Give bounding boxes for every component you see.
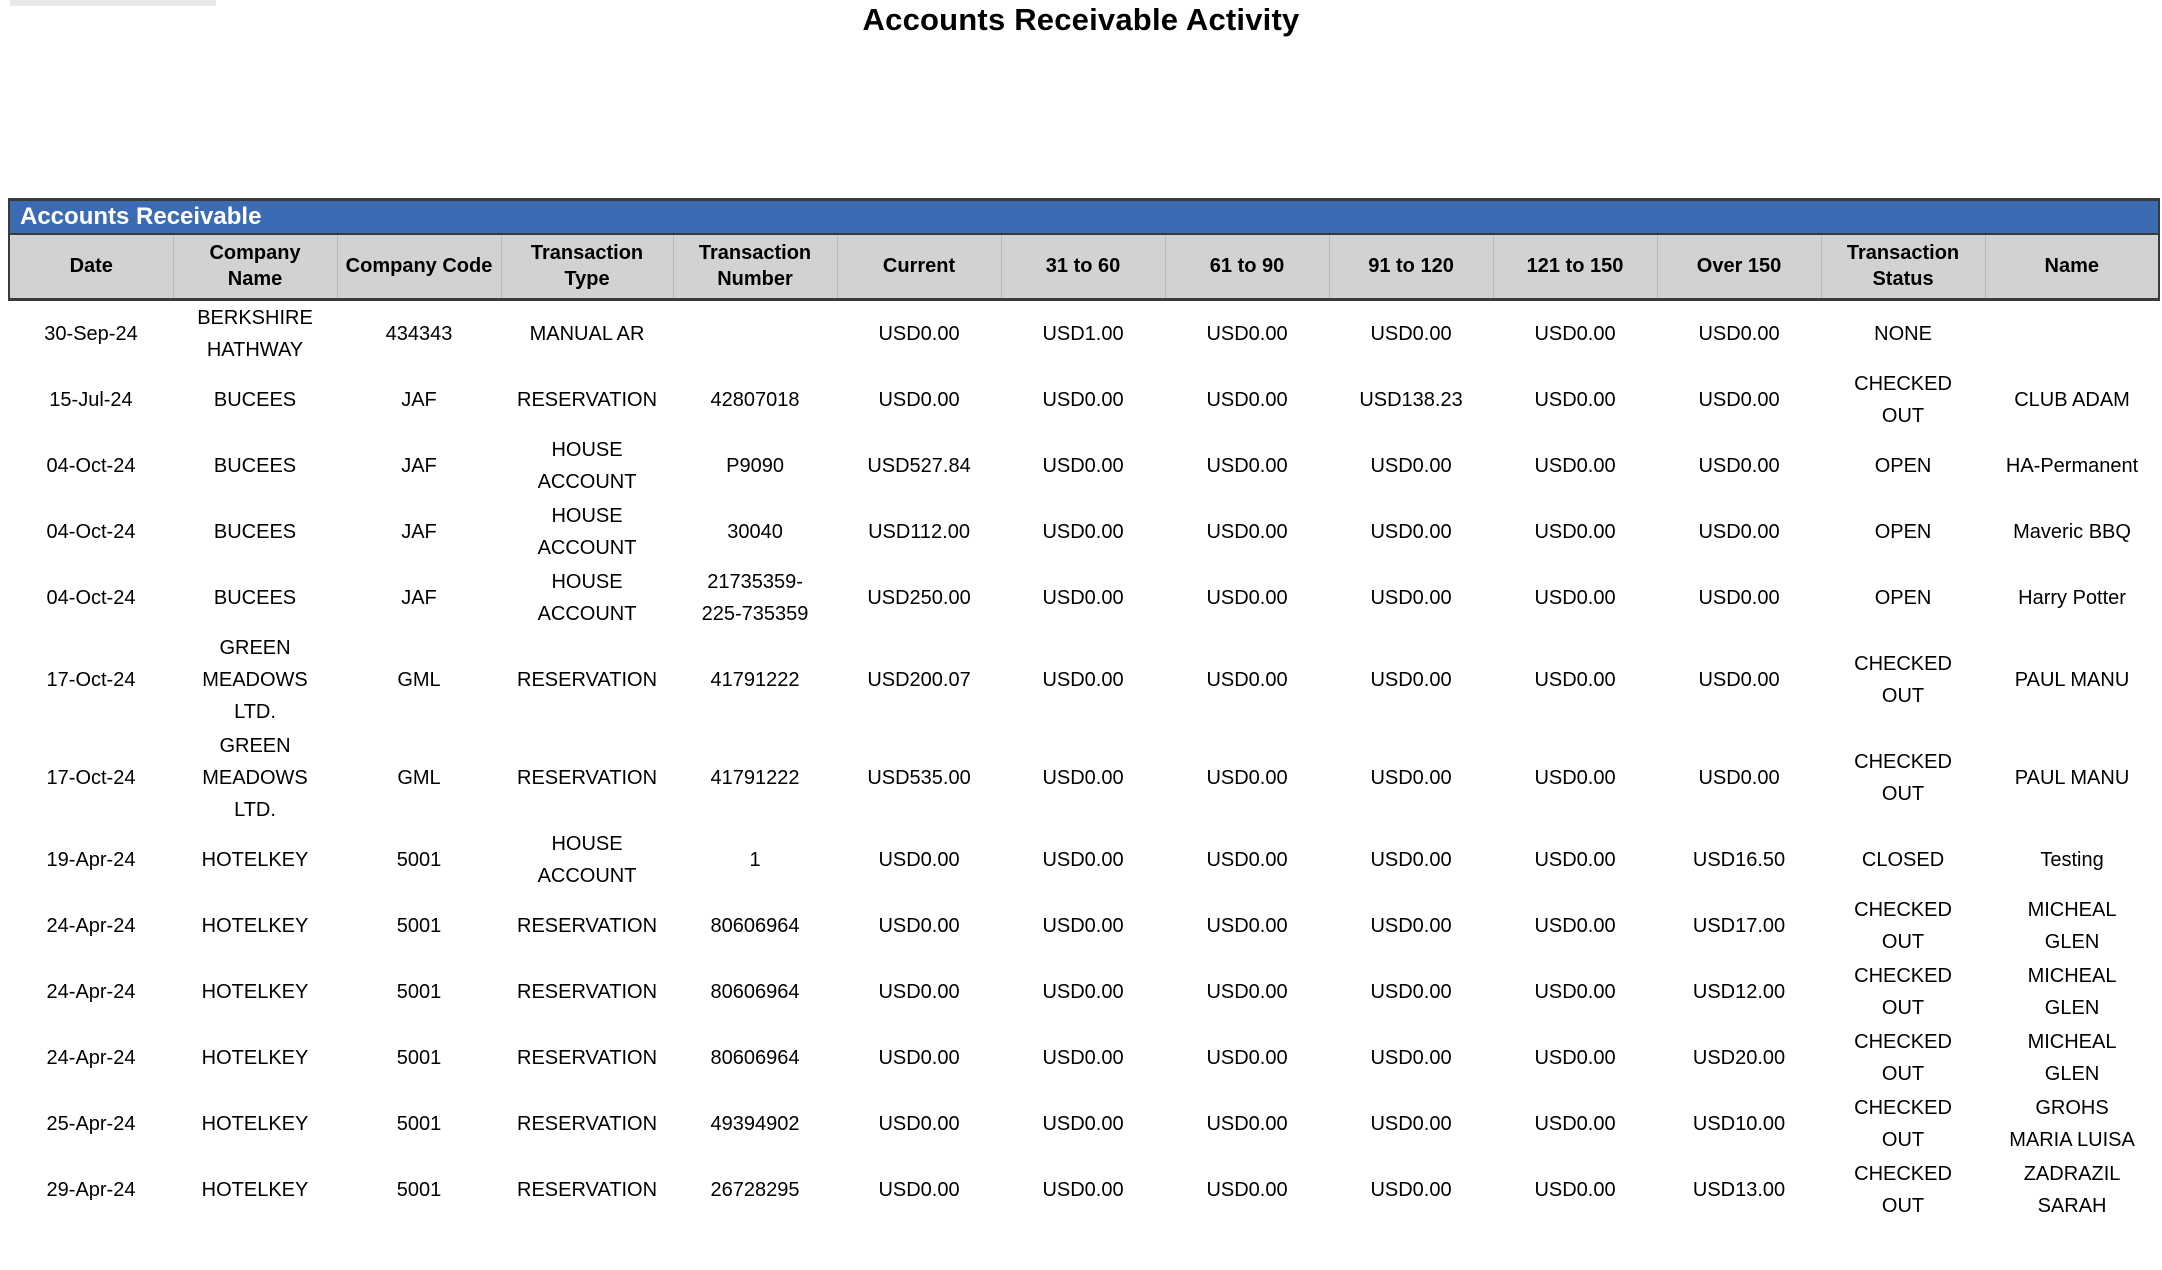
table-cell: USD0.00	[837, 1091, 1001, 1157]
table-cell: 5001	[337, 893, 501, 959]
table-row	[9, 565, 2159, 631]
table-cell: USD17.00	[1657, 893, 1821, 959]
table-row	[9, 299, 2159, 367]
table-cell: CHECKED OUT	[1821, 1025, 1985, 1091]
table-cell: MANUAL AR	[501, 299, 673, 367]
table-cell: RESERVATION	[501, 729, 673, 827]
table-cell: USD0.00	[1329, 1157, 1493, 1223]
column-header-91-to-120: 91 to 120	[1329, 234, 1493, 299]
table-cell: USD112.00	[837, 499, 1001, 565]
table-cell: RESERVATION	[501, 1157, 673, 1223]
column-header-transaction-type: Transaction Type	[501, 234, 673, 299]
column-header-over-150: Over 150	[1657, 234, 1821, 299]
table-cell: 1	[673, 827, 837, 893]
table-cell: GML	[337, 631, 501, 729]
table-cell: 29-Apr-24	[9, 1157, 173, 1223]
accounts-receivable-table	[8, 198, 2160, 1223]
table-cell	[1985, 299, 2159, 367]
table-cell: MICHEAL GLEN	[1985, 959, 2159, 1025]
table-cell	[673, 299, 837, 367]
table-cell: USD0.00	[1329, 433, 1493, 499]
table-cell: CHECKED OUT	[1821, 959, 1985, 1025]
table-cell: USD0.00	[837, 959, 1001, 1025]
table-cell: USD0.00	[1657, 565, 1821, 631]
table-cell: USD0.00	[1165, 299, 1329, 367]
table-cell: USD0.00	[1329, 729, 1493, 827]
table-cell: USD0.00	[1165, 1157, 1329, 1223]
table-cell: 5001	[337, 1025, 501, 1091]
table-cell: CHECKED OUT	[1821, 367, 1985, 433]
table-cell: GREEN MEADOWS LTD.	[173, 729, 337, 827]
table-cell: 30040	[673, 499, 837, 565]
table-cell: USD0.00	[1165, 499, 1329, 565]
table-cell: RESERVATION	[501, 1025, 673, 1091]
table-cell: BUCEES	[173, 367, 337, 433]
table-cell: USD0.00	[1657, 729, 1821, 827]
table-cell: USD0.00	[1329, 631, 1493, 729]
table-cell: CHECKED OUT	[1821, 631, 1985, 729]
table-cell: 5001	[337, 1157, 501, 1223]
table-cell: OPEN	[1821, 565, 1985, 631]
column-header-row	[9, 234, 2159, 299]
table-section-title: Accounts Receivable	[9, 200, 2159, 235]
table-cell: BERKSHIRE HATHWAY	[173, 299, 337, 367]
table-cell: USD0.00	[1001, 729, 1165, 827]
table-cell: 80606964	[673, 893, 837, 959]
table-cell: 49394902	[673, 1091, 837, 1157]
table-cell: USD0.00	[1493, 565, 1657, 631]
table-cell: RESERVATION	[501, 959, 673, 1025]
table-cell: USD0.00	[1001, 499, 1165, 565]
table-cell: HOTELKEY	[173, 1025, 337, 1091]
table-cell: P9090	[673, 433, 837, 499]
column-header-date: Date	[9, 234, 173, 299]
table-cell: USD0.00	[1329, 959, 1493, 1025]
table-cell: USD0.00	[1657, 631, 1821, 729]
table-cell: USD0.00	[1001, 631, 1165, 729]
table-cell: BUCEES	[173, 499, 337, 565]
table-cell: USD0.00	[1165, 433, 1329, 499]
table-cell: 26728295	[673, 1157, 837, 1223]
table-cell: USD250.00	[837, 565, 1001, 631]
table-cell: 24-Apr-24	[9, 893, 173, 959]
table-cell: Maveric BBQ	[1985, 499, 2159, 565]
table-cell: USD0.00	[1493, 499, 1657, 565]
table-row	[9, 827, 2159, 893]
table-cell: RESERVATION	[501, 631, 673, 729]
table-cell: USD200.07	[837, 631, 1001, 729]
table-cell: USD0.00	[1493, 893, 1657, 959]
table-head	[9, 200, 2159, 300]
column-header-name: Name	[1985, 234, 2159, 299]
table-cell: CHECKED OUT	[1821, 1091, 1985, 1157]
table-cell: 24-Apr-24	[9, 1025, 173, 1091]
table-cell: USD0.00	[1165, 631, 1329, 729]
table-cell: 80606964	[673, 1025, 837, 1091]
table-cell: HOTELKEY	[173, 827, 337, 893]
table-row	[9, 433, 2159, 499]
table-cell: HOUSE ACCOUNT	[501, 827, 673, 893]
table-cell: USD0.00	[837, 1157, 1001, 1223]
table-cell: HOUSE ACCOUNT	[501, 433, 673, 499]
table-cell: USD0.00	[837, 827, 1001, 893]
table-cell: USD0.00	[837, 367, 1001, 433]
table-cell: USD0.00	[1165, 565, 1329, 631]
page-title: Accounts Receivable Activity	[862, 2, 1300, 37]
table-cell: USD0.00	[1165, 893, 1329, 959]
table-cell: 25-Apr-24	[9, 1091, 173, 1157]
table-cell: ZADRAZIL SARAH	[1985, 1157, 2159, 1223]
table-cell: HOTELKEY	[173, 959, 337, 1025]
table-cell: HA-Permanent	[1985, 433, 2159, 499]
table-cell: HOTELKEY	[173, 1091, 337, 1157]
table-cell: 17-Oct-24	[9, 631, 173, 729]
table-cell: USD20.00	[1657, 1025, 1821, 1091]
table-cell: JAF	[337, 499, 501, 565]
table-cell: OPEN	[1821, 499, 1985, 565]
table-cell: USD0.00	[1165, 1091, 1329, 1157]
table-cell: 21735359-225-735359	[673, 565, 837, 631]
table-cell: USD0.00	[1329, 299, 1493, 367]
table-row	[9, 631, 2159, 729]
table-cell: 434343	[337, 299, 501, 367]
table-cell: 41791222	[673, 729, 837, 827]
table-cell: USD0.00	[1165, 827, 1329, 893]
table-cell: 15-Jul-24	[9, 367, 173, 433]
table-cell: CHECKED OUT	[1821, 1157, 1985, 1223]
table-cell: HOTELKEY	[173, 1157, 337, 1223]
table-cell: USD10.00	[1657, 1091, 1821, 1157]
table-cell: 04-Oct-24	[9, 499, 173, 565]
table-cell: 19-Apr-24	[9, 827, 173, 893]
table-cell: USD13.00	[1657, 1157, 1821, 1223]
table-cell: NONE	[1821, 299, 1985, 367]
column-header-121-to-150: 121 to 150	[1493, 234, 1657, 299]
table-cell: USD0.00	[1493, 631, 1657, 729]
table-cell: USD0.00	[1001, 827, 1165, 893]
table-cell: USD0.00	[1493, 729, 1657, 827]
table-cell: RESERVATION	[501, 367, 673, 433]
table-cell: USD0.00	[1001, 565, 1165, 631]
table-cell: BUCEES	[173, 433, 337, 499]
column-header-transaction-number: Transaction Number	[673, 234, 837, 299]
column-header-company-name: Company Name	[173, 234, 337, 299]
section-band-row	[9, 200, 2159, 235]
table-cell: 5001	[337, 827, 501, 893]
table-cell: RESERVATION	[501, 893, 673, 959]
table-body	[9, 299, 2159, 1223]
table-cell: USD16.50	[1657, 827, 1821, 893]
column-header-61-to-90: 61 to 90	[1165, 234, 1329, 299]
table-cell: USD0.00	[1165, 1025, 1329, 1091]
table-cell: USD0.00	[1329, 827, 1493, 893]
table-cell: CLUB ADAM	[1985, 367, 2159, 433]
table-cell: BUCEES	[173, 565, 337, 631]
table-cell: HOUSE ACCOUNT	[501, 565, 673, 631]
table-cell: USD12.00	[1657, 959, 1821, 1025]
table-cell: 17-Oct-24	[9, 729, 173, 827]
table-cell: GREEN MEADOWS LTD.	[173, 631, 337, 729]
table-row	[9, 1091, 2159, 1157]
table-cell: 80606964	[673, 959, 837, 1025]
table-cell: HOTELKEY	[173, 893, 337, 959]
table-cell: USD0.00	[1329, 499, 1493, 565]
table-cell: USD0.00	[1329, 565, 1493, 631]
table-cell: 42807018	[673, 367, 837, 433]
table-cell: USD0.00	[1329, 1025, 1493, 1091]
table-cell: Testing	[1985, 827, 2159, 893]
table-cell: PAUL MANU	[1985, 631, 2159, 729]
table-cell: MICHEAL GLEN	[1985, 1025, 2159, 1091]
column-header-transaction-status: Transaction Status	[1821, 234, 1985, 299]
column-header-company-code: Company Code	[337, 234, 501, 299]
table-cell: 5001	[337, 1091, 501, 1157]
table-cell: USD0.00	[1329, 1091, 1493, 1157]
table-cell: USD0.00	[1001, 1157, 1165, 1223]
table-row	[9, 1157, 2159, 1223]
table-cell: 24-Apr-24	[9, 959, 173, 1025]
table-cell: GML	[337, 729, 501, 827]
table-cell: USD0.00	[1493, 959, 1657, 1025]
table-cell: JAF	[337, 433, 501, 499]
accounts-receivable-report	[8, 198, 2160, 1223]
table-row	[9, 959, 2159, 1025]
table-cell: CHECKED OUT	[1821, 729, 1985, 827]
table-cell: USD0.00	[837, 893, 1001, 959]
table-row	[9, 729, 2159, 827]
table-row	[9, 1025, 2159, 1091]
table-cell: USD138.23	[1329, 367, 1493, 433]
table-cell: USD0.00	[1493, 367, 1657, 433]
column-header-31-to-60: 31 to 60	[1001, 234, 1165, 299]
table-cell: USD535.00	[837, 729, 1001, 827]
table-cell: OPEN	[1821, 433, 1985, 499]
table-cell: USD0.00	[1493, 1157, 1657, 1223]
table-cell: USD0.00	[1329, 893, 1493, 959]
table-cell: USD1.00	[1001, 299, 1165, 367]
table-cell: USD0.00	[1165, 729, 1329, 827]
table-cell: 5001	[337, 959, 501, 1025]
table-cell: MICHEAL GLEN	[1985, 893, 2159, 959]
table-cell: JAF	[337, 565, 501, 631]
table-cell: USD0.00	[837, 299, 1001, 367]
table-cell: GROHS MARIA LUISA	[1985, 1091, 2159, 1157]
table-cell: JAF	[337, 367, 501, 433]
table-cell: USD0.00	[1001, 1025, 1165, 1091]
table-cell: USD0.00	[1657, 367, 1821, 433]
table-cell: PAUL MANU	[1985, 729, 2159, 827]
table-cell: USD0.00	[1001, 433, 1165, 499]
table-cell: USD0.00	[1001, 959, 1165, 1025]
table-cell: USD0.00	[837, 1025, 1001, 1091]
table-cell: USD0.00	[1493, 1091, 1657, 1157]
table-cell: USD0.00	[1657, 433, 1821, 499]
table-row	[9, 499, 2159, 565]
table-cell: USD0.00	[1493, 299, 1657, 367]
column-header-current: Current	[837, 234, 1001, 299]
table-cell: USD0.00	[1001, 367, 1165, 433]
table-cell: USD0.00	[1001, 893, 1165, 959]
table-cell: USD0.00	[1165, 959, 1329, 1025]
table-cell: USD0.00	[1001, 1091, 1165, 1157]
table-cell: USD0.00	[1493, 1025, 1657, 1091]
table-cell: 30-Sep-24	[9, 299, 173, 367]
table-row	[9, 367, 2159, 433]
table-cell: 41791222	[673, 631, 837, 729]
table-cell: RESERVATION	[501, 1091, 673, 1157]
table-cell: CLOSED	[1821, 827, 1985, 893]
table-row	[9, 893, 2159, 959]
table-cell: 04-Oct-24	[9, 565, 173, 631]
table-cell: USD0.00	[1657, 299, 1821, 367]
table-cell: Harry Potter	[1985, 565, 2159, 631]
table-cell: USD0.00	[1165, 367, 1329, 433]
table-cell: USD0.00	[1493, 433, 1657, 499]
table-cell: USD0.00	[1657, 499, 1821, 565]
table-cell: CHECKED OUT	[1821, 893, 1985, 959]
table-cell: 04-Oct-24	[9, 433, 173, 499]
table-cell: HOUSE ACCOUNT	[501, 499, 673, 565]
table-cell: USD527.84	[837, 433, 1001, 499]
table-cell: USD0.00	[1493, 827, 1657, 893]
